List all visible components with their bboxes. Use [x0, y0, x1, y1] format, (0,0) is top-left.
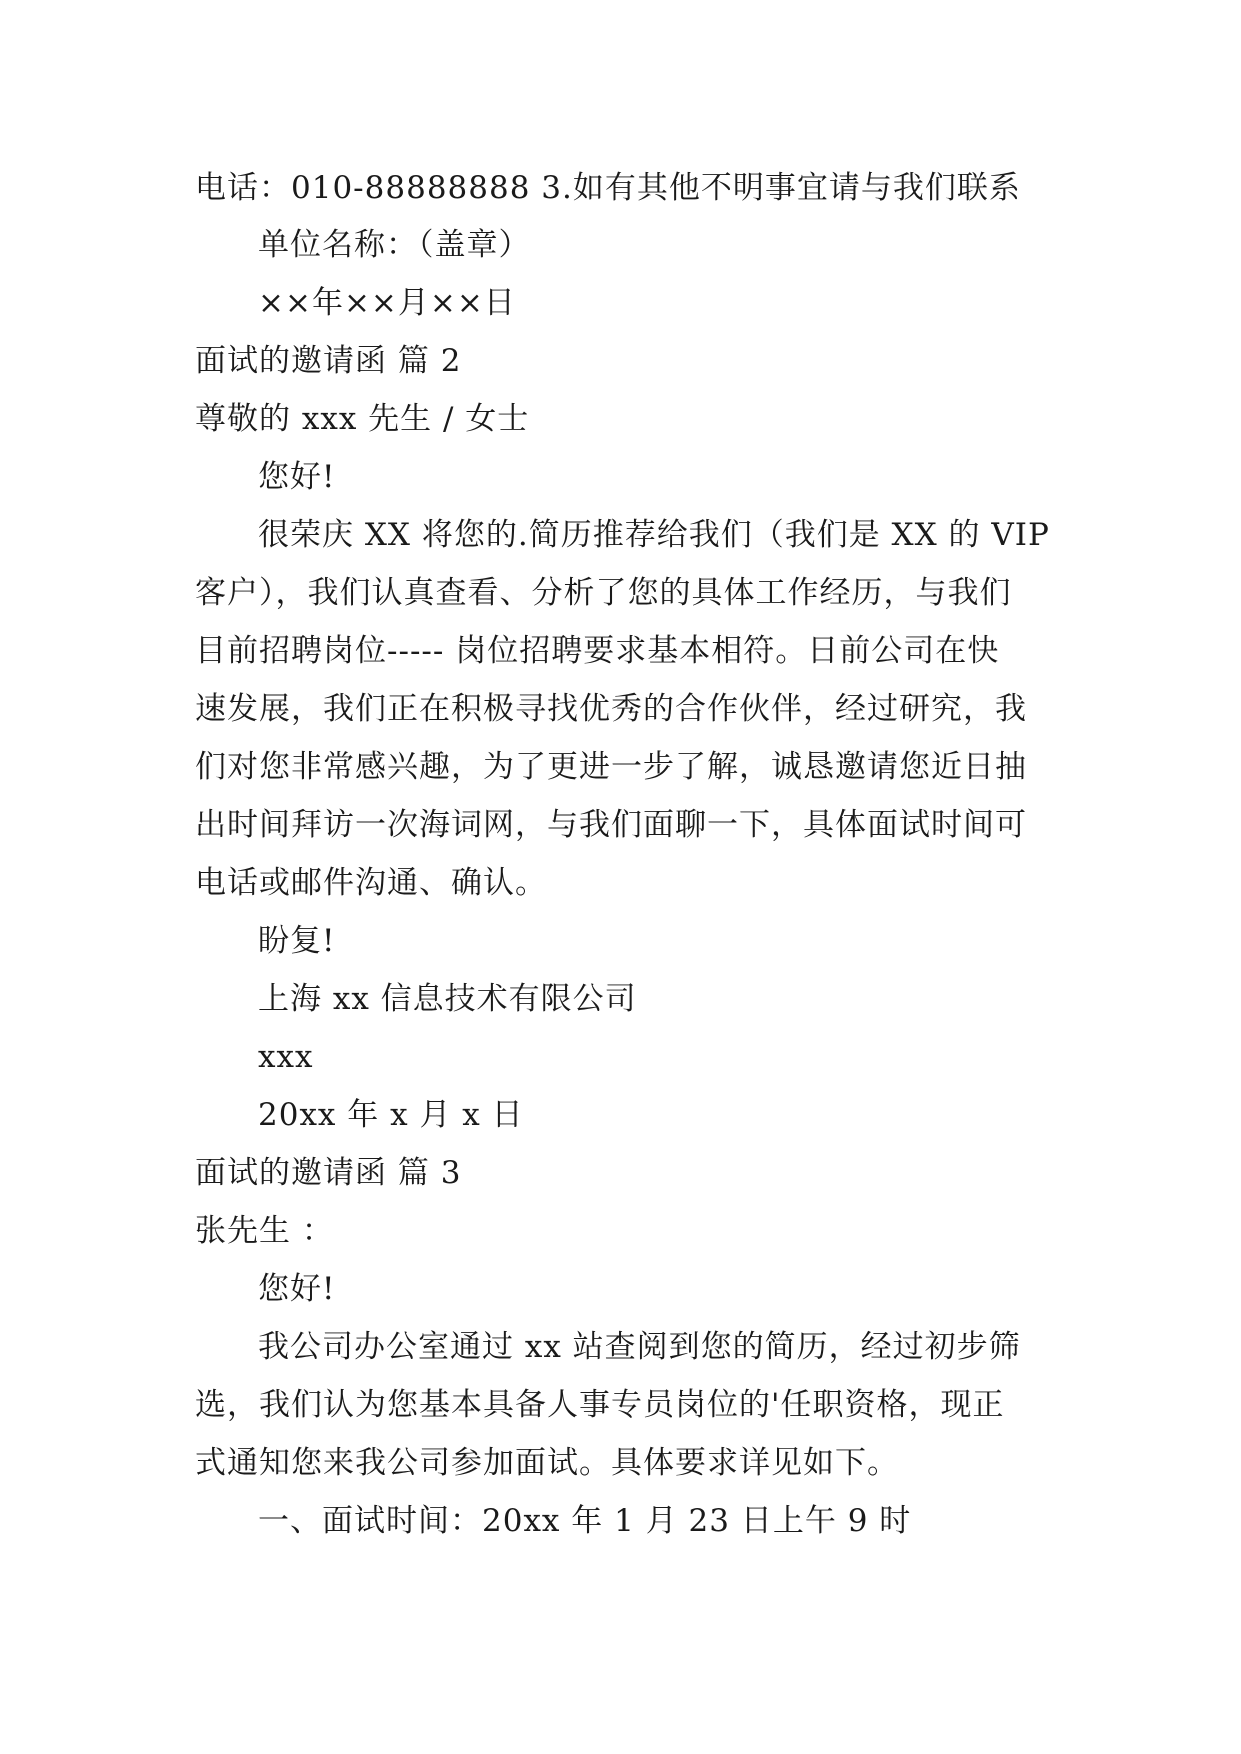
- paragraph-line: 我公司办公室通过 xx 站查阅到您的简历，经过初步筛: [258, 1329, 1021, 1365]
- section-heading: 面试的邀请函 篇 3: [195, 1155, 462, 1191]
- salutation: 张先生 ：: [195, 1213, 334, 1249]
- date-line: 20xx 年 x 月 x 日: [258, 1097, 524, 1133]
- greeting: 您好!: [258, 459, 336, 495]
- signatory: xxx: [258, 1039, 314, 1075]
- paragraph-line: 出时间拜访一次海词网，与我们面聊一下，具体面试时间可: [195, 807, 1027, 843]
- salutation: 尊敬的 xxx 先生 / 女士: [195, 401, 530, 437]
- paragraph-line: 很荣庆 XX 将您的.简历推荐给我们（我们是 XX 的 VIP: [258, 517, 1050, 553]
- paragraph-line: 目前招聘岗位----- 岗位招聘要求基本相符。日前公司在快: [195, 633, 1000, 669]
- paragraph-line: 们对您非常感兴趣，为了更进一步了解，诚恳邀请您近日抽: [195, 749, 1027, 785]
- interview-time-line: 一、面试时间：20xx 年 1 月 23 日上午 9 时: [258, 1503, 912, 1539]
- paragraph-line: 电话或邮件沟通、确认。: [195, 865, 547, 901]
- paragraph-line: 选，我们认为您基本具备人事专员岗位的'任职资格，现正: [195, 1387, 1005, 1423]
- company-seal-line: 单位名称：（盖章）: [258, 227, 531, 263]
- paragraph-line: 速发展，我们正在积极寻找优秀的合作伙伴，经过研究，我: [195, 691, 1027, 727]
- paragraph-line: 式通知您来我公司参加面试。具体要求详见如下。: [195, 1445, 899, 1481]
- company-name: 上海 xx 信息技术有限公司: [258, 981, 637, 1017]
- paragraph-line: 客户），我们认真查看、分析了您的具体工作经历，与我们: [195, 575, 1012, 611]
- contact-phone-line: 电话：010-88888888 3.如有其他不明事宜请与我们联系: [195, 170, 1021, 206]
- section-heading: 面试的邀请函 篇 2: [195, 343, 462, 379]
- closing-line: 盼复!: [258, 923, 336, 959]
- greeting: 您好!: [258, 1271, 336, 1307]
- date-line: ××年××月××日: [258, 285, 516, 321]
